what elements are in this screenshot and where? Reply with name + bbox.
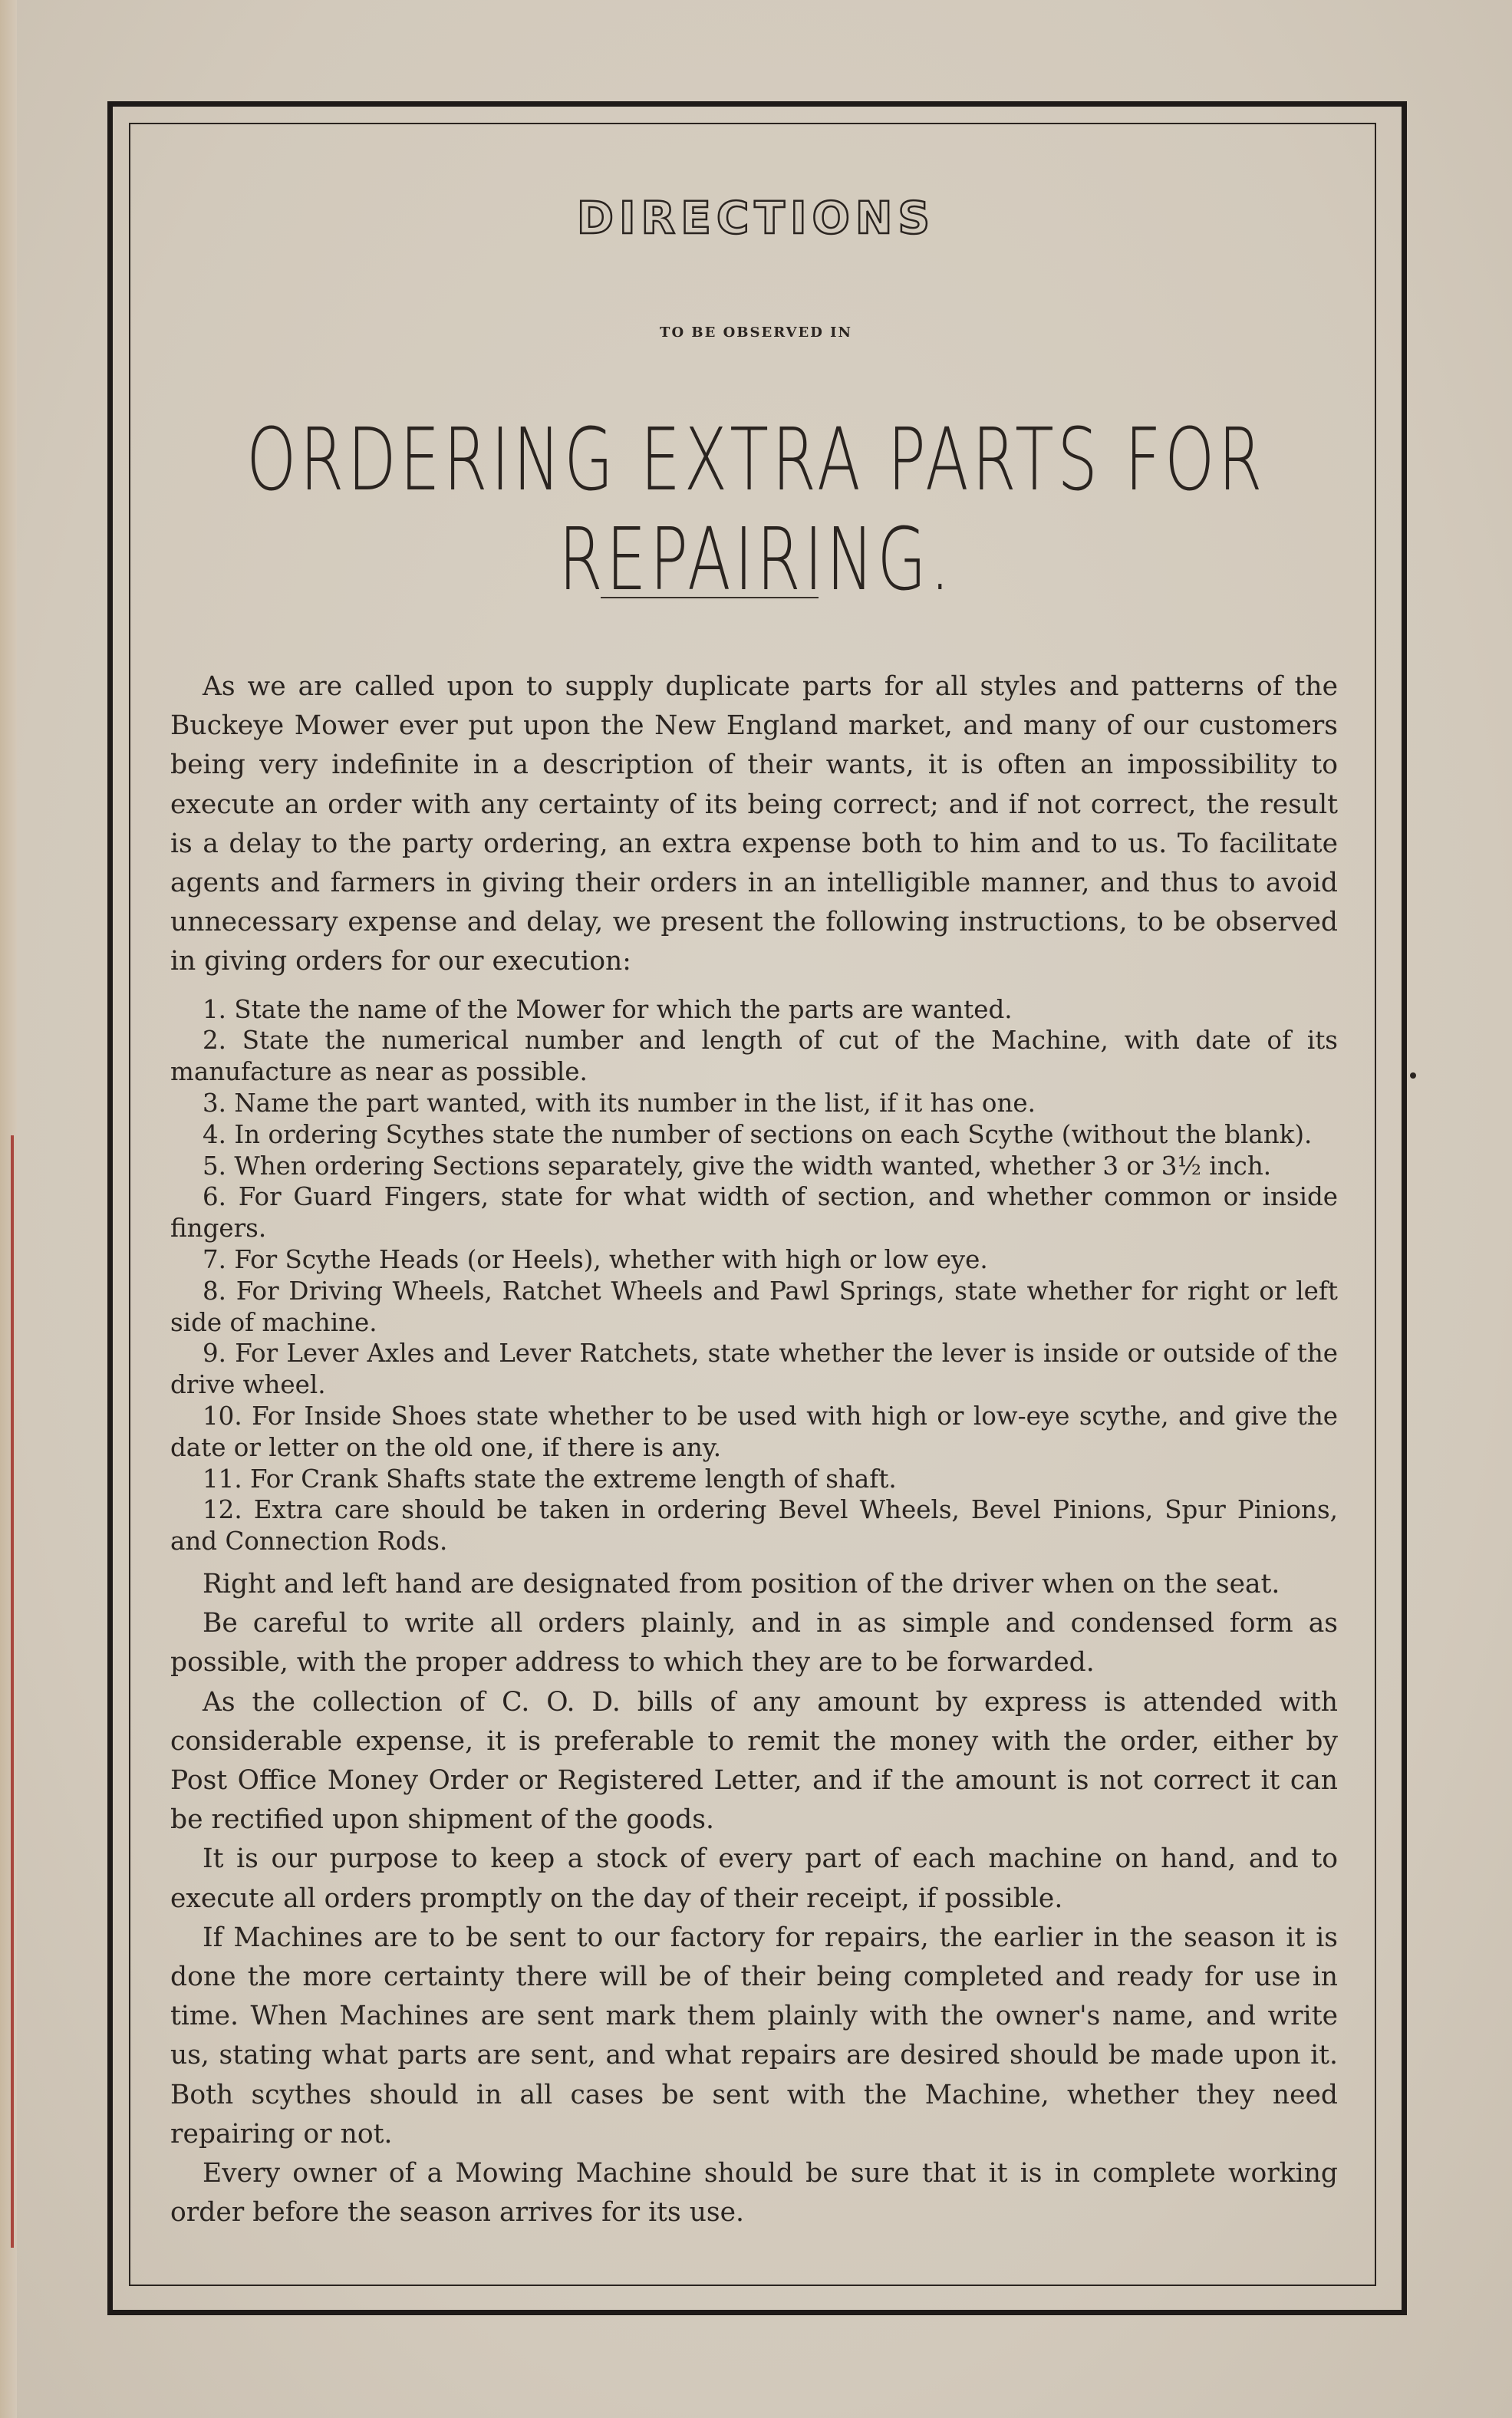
list-item: 8. For Driving Wheels, Ratchet Wheels and Pawl Springs, state whether for right or left side of machine. xyxy=(170,1276,1338,1337)
closing-paragraph: Be careful to write all orders plainly, and in as simple and condensed form as possible, with the proper address to which they are to be forwarded. xyxy=(170,1608,1338,1678)
list-item: 5. When ordering Sections separately, give the width wanted, whether 3 or 3½ inch. xyxy=(203,1151,1272,1181)
closing-paragraph: As the collection of C. O. D. bills of any amount by express is attended with considerable expense, it is preferable to remit the money with the order, either by Post Office Money Order or Registered Letter, and if the amount is not correct it can be rectified upon shipment of the goods. xyxy=(170,1686,1338,1836)
list-item: 12. Extra care should be taken in ordering Bevel Wheels, Bevel Pinions, Spur Pinions, and Connection Rods. xyxy=(170,1495,1338,1557)
closing-paragraph: If Machines are to be sent to our factory for repairs, the earlier in the season it is done the more certainty there will be of their being completed and ready for use in time. When Machines are sent mark them plainly with the owner's name, and write us, stating what parts are sent, and what repairs are desired should be made upon it. Both scythes should in all cases be sent with the Machine, whether they need repairing or not. xyxy=(170,1922,1338,2150)
intro-paragraph: As we are called upon to supply duplicate parts for all styles and patterns of the Buckeye Mower ever put upon the New England market, and many of our customers being very indefinite in a description of their wants, it is often an impossibility to execute an order with any certainty of its being correct; and if not correct, the result is a delay to the party ordering, an extra expense both to him and to us. To facilitate agents and farmers in giving their orders in an intelligible manner, and thus to avoid unnecessary expense and delay, we present the following instructions, to be observed in giving orders for our execution: xyxy=(170,671,1338,977)
instruction-list xyxy=(170,994,1338,1557)
list-item: 7. For Scythe Heads (or Heels), whether with high or low eye. xyxy=(203,1245,988,1274)
closing-paragraph: It is our purpose to keep a stock of every part of each machine on hand, and to execute all orders promptly on the day of their receipt, if possible. xyxy=(170,1843,1338,1914)
list-item: 9. For Lever Axles and Lever Ratchets, state whether the lever is inside or outside of the drive wheel. xyxy=(170,1339,1338,1400)
list-item: 1. State the name of the Mower for which the parts are wanted. xyxy=(203,994,1013,1024)
ink-speck xyxy=(1410,1072,1416,1079)
list-item: 2. State the numerical number and length of cut of the Machine, with date of its manufacture as near as possible. xyxy=(170,1026,1338,1087)
red-page-edge xyxy=(0,1135,14,2248)
list-item: 3. Name the part wanted, with its number in the list, if it has one. xyxy=(203,1089,1036,1118)
list-item: 11. For Crank Shafts state the extreme length of shaft. xyxy=(203,1464,897,1494)
closing-paragraph: Every owner of a Mowing Machine should be sure that it is in complete working order before the season arrives for its use. xyxy=(170,2158,1338,2229)
heading-directions: DIRECTIONS xyxy=(576,192,936,244)
title-divider xyxy=(601,597,819,598)
closing-paragraph: Right and left hand are designated from position of the driver when on the seat. xyxy=(203,1568,1280,1599)
closing-paragraphs xyxy=(170,1565,1338,2232)
page-title: ORDERING EXTRA PARTS FOR REPAIRING. xyxy=(246,410,1266,610)
list-item: 4. In ordering Scythes state the number of sections on each Scythe (without the blank). xyxy=(203,1119,1313,1149)
subheading: TO BE OBSERVED IN xyxy=(660,324,852,341)
list-item: 10. For Inside Shoes state whether to be used with high or low-eye scythe, and give the date or letter on the old one, if there is any. xyxy=(170,1401,1338,1462)
body-text xyxy=(170,667,1338,2232)
list-item: 6. For Guard Fingers, state for what width of section, and whether common or inside fingers. xyxy=(170,1182,1338,1244)
